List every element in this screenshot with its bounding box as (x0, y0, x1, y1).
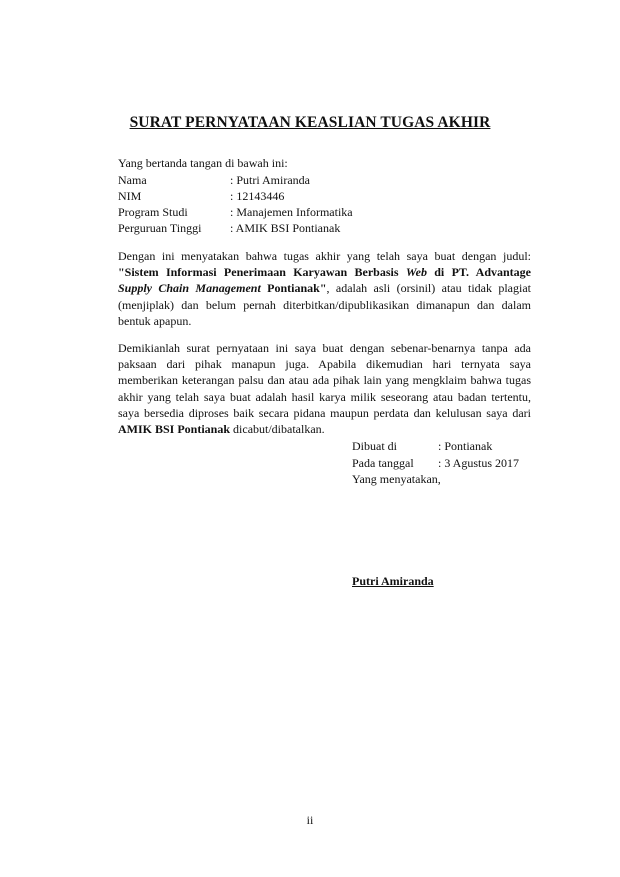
page-title: SURAT PERNYATAAN KEASLIAN TUGAS AKHIR (129, 114, 491, 131)
identity-label: Nama (118, 173, 147, 187)
identity-row-program-studi (118, 204, 353, 220)
identity-value: : AMIK BSI Pontianak (230, 221, 341, 235)
declaration-rest: , adalah asli (orsinil) atau tidak plagiat (menjiplak) dan belum pernah diterbitkan/dipublikasikan dimanapun dan dalam bentuk apapun. (118, 281, 532, 328)
identity-label: Perguruan Tinggi (118, 221, 202, 235)
place-value: : Pontianak (438, 439, 493, 453)
identity-value: : Putri Amiranda (230, 173, 310, 187)
signature-statement: Yang menyatakan, (352, 472, 441, 486)
closing-paragraph (118, 340, 531, 437)
thesis-title-italic: Web (405, 265, 427, 280)
identity-label: Program Studi (118, 205, 188, 219)
page-number: ii (306, 813, 314, 827)
identity-label: NIM (118, 189, 142, 203)
place-label: Dibuat di (352, 439, 397, 453)
identity-row-nama (118, 172, 310, 188)
identity-row-nim (118, 188, 284, 204)
declaration-lead: Dengan ini menyatakan bahwa tugas akhir yang telah saya buat dengan judul: (118, 249, 531, 263)
identity-row-perguruan-tinggi (118, 220, 340, 236)
signer-name: Putri Amiranda (352, 574, 434, 588)
institution-name: AMIK BSI Pontianak (118, 422, 231, 437)
date-label: Pada tanggal (352, 456, 414, 470)
declaration-paragraph (118, 248, 531, 329)
closing-ending: dicabut/dibatalkan. (230, 422, 325, 437)
intro-text: Yang bertanda tangan di bawah ini: (118, 156, 288, 170)
identity-value: : 12143446 (230, 189, 285, 203)
thesis-title-part: di PT. Advantage (426, 265, 531, 280)
date-value: : 3 Agustus 2017 (438, 456, 520, 470)
closing-text: Demikianlah surat pernyataan ini saya buat dengan sebenar-benarnya tanpa ada paksaan dari pihak manapun juga. Apabila dikemudian hari ternyata saya memberikan keterangan palsu dan atau ada pihak lain yang mengklaim bahwa tugas akhir yang telah saya buat adalah hasil karya milik seseorang atau badan tertentu, saya bersedia diproses baik secara pidana maupun perdata dan kelulusan saya dari (118, 341, 531, 420)
signature-place-row (352, 438, 492, 454)
identity-value: : Manajemen Informatika (230, 205, 353, 219)
signature-date-row (352, 455, 519, 471)
thesis-title-italic: Supply Chain Management (118, 281, 261, 296)
thesis-title-part: Pontianak" (260, 281, 327, 296)
thesis-title-part: "Sistem Informasi Penerimaan Karyawan Berbasis (118, 265, 406, 280)
